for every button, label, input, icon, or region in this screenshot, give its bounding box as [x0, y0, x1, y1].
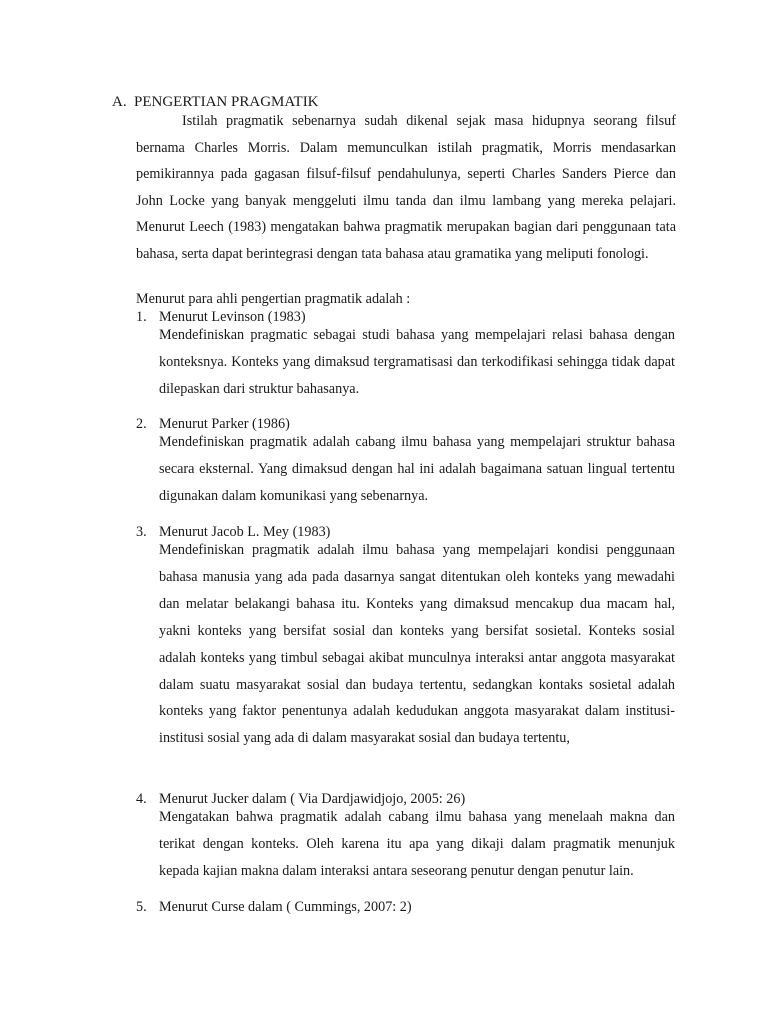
list-item — [136, 523, 696, 752]
section-title: PENGERTIAN PRAGMATIK — [134, 94, 319, 110]
list-item-number: 4. — [136, 791, 147, 807]
list-item-body: Mengatakan bahwa pragmatik adalah cabang ilmu bahasa yang menelaah makna dan terikat dengan konteks. Oleh karena itu apa yang dikaji dalam pragmatik menunjuk kepada kajian makna dalam interaksi antara seseorang penutur dengan penutur lain. — [159, 809, 675, 879]
list-item-title: 5. Menurut Curse dalam ( Cummings, 2007: 2) — [136, 899, 412, 915]
list-item-body: Mendefiniskan pragmatik adalah ilmu bahasa yang mempelajari kondisi penggunaan bahasa manusia yang ada pada dasarnya sangat ditentukan oleh konteks yang mewadahi dan melatar belakangi bahasa itu. Konteks yang dimaksud mencakup dua macam hal, yakni konteks yang bersifat sosial dan konteks yang bersifat sosietal. Konteks sosial adalah konteks yang timbul sebagai akibat munculnya interaksi antar anggota masyarakat dalam suatu masyarakat sosial dan budaya tertentu, sedangkan kontaks sosietal adalah konteks yang faktor penentunya adalah kedudukan anggota masyarakat dalam institusi-institusi sosial yang ada di dalam masyarakat sosial dan budaya tertentu, — [159, 542, 675, 747]
lead-sentence: Menurut para ahli pengertian pragmatik adalah : — [136, 291, 411, 307]
list-item-body: Mendefiniskan pragmatic sebagai studi bahasa yang mempelajari relasi bahasa dengan konteksnya. Konteks yang dimaksud tergramatisasi dan terkodifikasi sehingga tidak dapat dilepaskan dari struktur bahasanya. — [159, 327, 675, 397]
list-item-title: 2. Menurut Parker (1986) — [136, 416, 290, 432]
list-item-number: 3. — [136, 524, 147, 540]
list-item-number: 5. — [136, 899, 147, 915]
intro-paragraph: Istilah pragmatik sebenarnya sudah dikenal sejak masa hidupnya seorang filsuf bernama Charles Morris. Dalam memunculkan istilah pragmatik, Morris mendasarkan pemikirannya pada gagasan filsuf-filsuf pendahulunya, seperti Charles Sanders Pierce dan John Locke yang banyak menggeluti ilmu tanda dan ilmu lambang yang mereka pelajari. Menurut Leech (1983) mengatakan bahwa pragmatik merupakan bagian dari penggunaan tata bahasa, serta dapat berintegrasi dengan tata bahasa atau gramatika yang meliputi fonologi. — [136, 113, 676, 262]
list-item-body: Mendefiniskan pragmatik adalah cabang ilmu bahasa yang mempelajari struktur bahasa secara eksternal. Yang dimaksud dengan hal ini adalah bagaimana satuan lingual tertentu digunakan dalam komunikasi yang sebenarnya. — [159, 434, 675, 504]
list-item-number: 2. — [136, 416, 147, 432]
list-item — [136, 415, 696, 510]
list-item — [136, 898, 696, 915]
section-letter: A. — [112, 94, 127, 110]
list-item-title: 4. Menurut Jucker dalam ( Via Dardjawidjojo, 2005: 26) — [136, 791, 466, 807]
list-item-title: 3. Menurut Jacob L. Mey (1983) — [136, 524, 331, 540]
list-item-title: 1. Menurut Levinson (1983) — [136, 309, 306, 325]
list-item — [136, 790, 696, 885]
list-item-number: 1. — [136, 309, 147, 325]
list-item — [136, 308, 696, 403]
